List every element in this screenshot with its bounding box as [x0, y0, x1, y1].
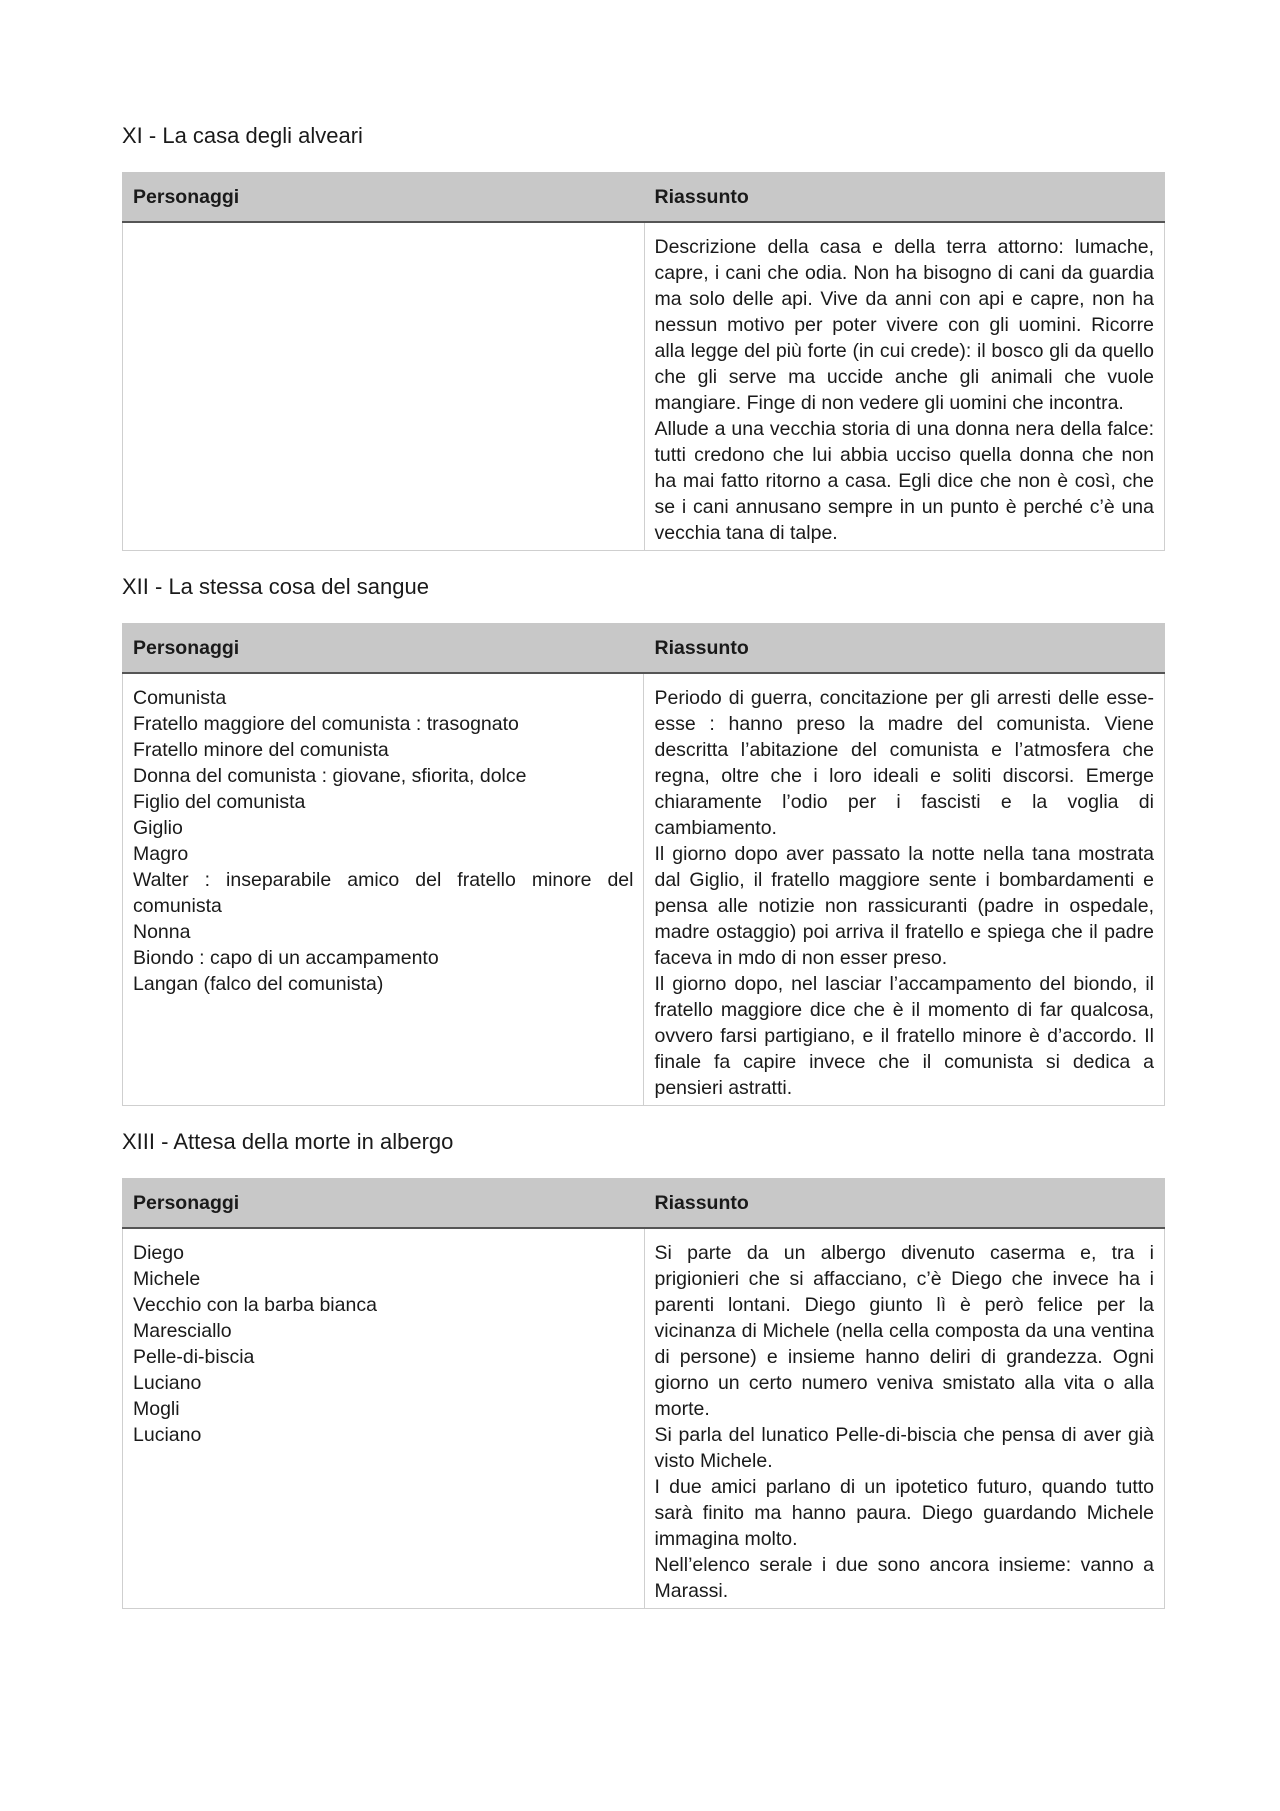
character-item: Biondo : capo di un accampamento [133, 947, 439, 969]
character-item: Diego [133, 1242, 184, 1264]
summary-cell [644, 1228, 1165, 1609]
header-summary: Riassunto [644, 173, 1165, 223]
summary-paragraph: Il giorno dopo, nel lasciar l’accampamento del biondo, il fratello maggiore dice che è il momento di far qualcosa, ovvero farsi partigiano, e il fratello minore è d’accordo. Il finale fa capire invece che il comunista si dedica a pensieri astratti. [654, 973, 1154, 1099]
characters-cell [123, 673, 644, 1106]
summary-cell [644, 222, 1165, 551]
table-row [123, 673, 1165, 1106]
summary-cell [644, 673, 1165, 1106]
character-item: Walter : inseparabile amico del fratello minore del comunista [133, 869, 634, 917]
chapter-table-xi [122, 172, 1165, 551]
chapter-table-xiii [122, 1178, 1165, 1609]
header-characters: Personaggi [123, 1179, 645, 1229]
character-item: Figlio del comunista [133, 791, 306, 813]
document-page [122, 110, 1165, 1629]
character-item: Pelle-di-biscia [133, 1346, 255, 1368]
table-row [123, 1228, 1165, 1609]
character-item: Comunista [133, 687, 227, 709]
header-characters: Personaggi [123, 624, 644, 674]
summary-paragraph: Descrizione della casa e della terra attorno: lumache, capre, i cani che odia. Non ha bisogno di cani da guardia ma solo delle api. Vive da anni con api e capre, non ha nessun motivo per poter vivere con gli uomini. Ricorre alla legge del più forte (in cui crede): il bosco gli da quello che gli serve ma uccide anche gli animali che vuole mangiare. Finge di non vedere gli uomini che incontra. [654, 236, 1154, 414]
characters-cell [123, 1228, 645, 1609]
header-summary: Riassunto [644, 1179, 1165, 1229]
summary-paragraph: Il giorno dopo aver passato la notte nella tana mostrata dal Giglio, il fratello maggiore sente i bombardamenti e pensa alle notizie non rassicuranti (padre in ospedale, madre ostaggio) poi arriva il fratello e spiega che il padre faceva in mdo di non esser preso. [654, 843, 1154, 969]
table-row [123, 222, 1165, 551]
character-item: Magro [133, 843, 189, 865]
character-item: Maresciallo [133, 1320, 232, 1342]
summary-paragraph: Si parte da un albergo divenuto caserma e, tra i prigionieri che si affacciano, c’è Diego che invece ha i parenti lontani. Diego giunto lì è però felice per la vicinanza di Michele (nella cella composta da una ventina di persone) e insieme hanno deliri di grandezza. Ogni giorno un certo numero veniva smistato alla vita o alla morte. [654, 1242, 1154, 1420]
chapter-table-xii [122, 623, 1165, 1106]
character-item: Vecchio con la barba bianca [133, 1294, 377, 1316]
header-characters: Personaggi [123, 173, 645, 223]
summary-paragraph: Nell’elenco serale i due sono ancora insieme: vanno a Marassi. [654, 1554, 1154, 1602]
header-summary: Riassunto [644, 624, 1165, 674]
character-item: Michele [133, 1268, 201, 1290]
character-item: Giglio [133, 817, 183, 839]
summary-paragraph: Si parla del lunatico Pelle-di-biscia che pensa di aver già visto Michele. [654, 1424, 1154, 1472]
section-title-xii: XII - La stessa cosa del sangue [122, 574, 429, 599]
summary-paragraph: Allude a una vecchia storia di una donna nera della falce: tutti credono che lui abbia ucciso quella donna che non ha mai fatto ritorno a casa. Egli dice che non è così, che se i cani annusano sempre in un punto è perché c’è una vecchia tana di talpe. [654, 418, 1154, 544]
section-title-xi: XI - La casa degli alveari [122, 123, 363, 148]
character-item: Luciano [133, 1372, 202, 1394]
summary-paragraph: Periodo di guerra, concitazione per gli arresti delle esse-esse : hanno preso la madre del comunista. Viene descritta l’abitazione del comunista e l’atmosfera che regna, oltre che i loro ideali e soliti discorsi. Emerge chiaramente l’odio per i fascisti e la voglia di cambiamento. [654, 687, 1154, 839]
character-item: Langan (falco del comunista) [133, 973, 384, 995]
character-item: Fratello minore del comunista [133, 739, 389, 761]
character-item: Luciano [133, 1424, 202, 1446]
character-item: Nonna [133, 921, 191, 943]
character-item: Fratello maggiore del comunista : trasognato [133, 713, 519, 735]
section-title-xiii: XIII - Attesa della morte in albergo [122, 1129, 454, 1154]
character-item: Mogli [133, 1398, 180, 1420]
character-item: Donna del comunista : giovane, sfiorita, dolce [133, 765, 527, 787]
summary-paragraph: I due amici parlano di un ipotetico futuro, quando tutto sarà finito ma hanno paura. Diego guardando Michele immagina molto. [654, 1476, 1154, 1550]
characters-cell [123, 222, 645, 551]
